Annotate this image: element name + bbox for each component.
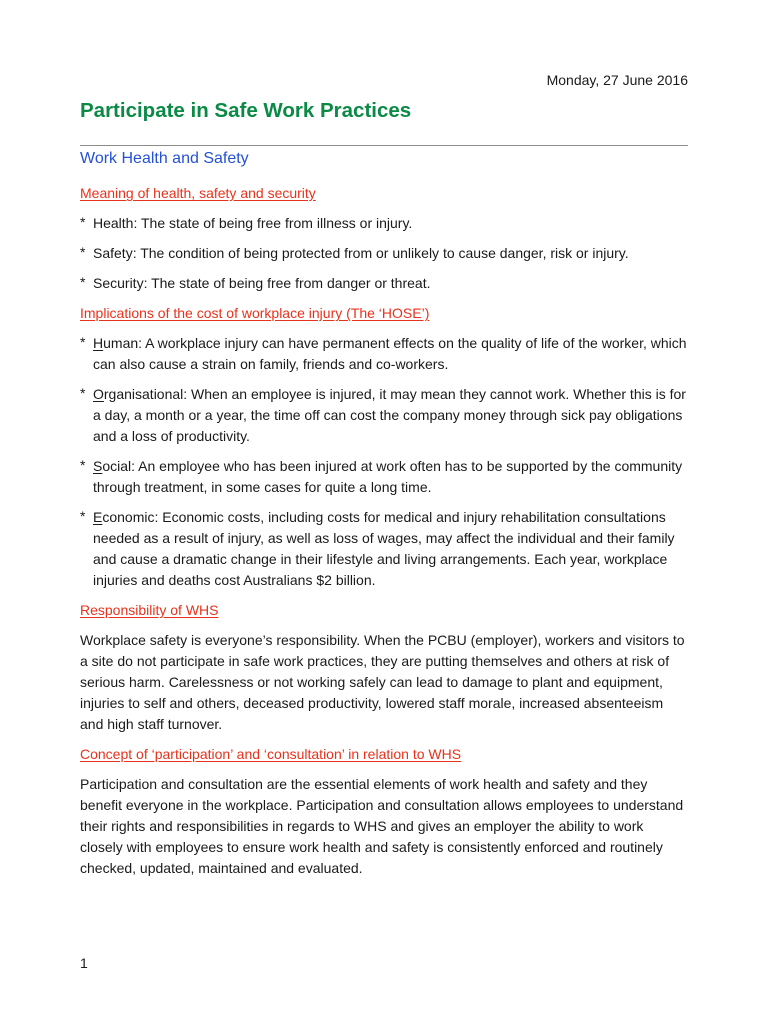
list-item: * Health: The state of being free from illness or injury. (80, 213, 688, 234)
hose-initial: O (93, 386, 104, 402)
page-number: 1 (80, 955, 88, 971)
document-title: Participate in Safe Work Practices (80, 99, 412, 122)
hose-initial: H (93, 335, 104, 351)
list-item (80, 384, 688, 447)
list-item (80, 456, 688, 498)
hose-text: rganisational: When an employee is injured, it may mean they cannot work. Whether this is for a day, a month or a year, the time off can cost the company money through sick pay obligations and a loss of productivity. (93, 386, 686, 444)
list-item: * Security: The state of being free from danger or threat. (80, 273, 688, 294)
title-divider (80, 145, 688, 146)
subheading-meaning: Meaning of health, safety and security (80, 185, 316, 201)
meaning-list (80, 213, 688, 294)
document-content (80, 183, 688, 888)
responsibility-paragraph: Workplace safety is everyone’s responsibility. When the PCBU (employer), workers and visitors to a site do not participate in safe work practices, they are putting themselves and others at risk of serious harm. Carelessness or not working safely can lead to damage to plant and equipment, injuries to self and others, deceased productivity, lowered staff morale, increased absenteeism and high staff turnover. (80, 632, 685, 732)
hose-text: uman: A workplace injury can have permanent effects on the quality of life of the worker, which can also cause a strain on family, friends and co-workers. (93, 335, 687, 372)
section-title: Work Health and Safety (80, 150, 249, 167)
list-item: * Safety: The condition of being protected from or unlikely to cause danger, risk or injury. (80, 243, 688, 264)
subheading-hose: Implications of the cost of workplace injury (The ‘HOSE’) (80, 305, 430, 321)
subheading-consultation: Concept of ‘participation’ and ‘consultation’ in relation to WHS (80, 746, 462, 762)
hose-text: ocial: An employee who has been injured at work often has to be supported by the community through treatment, in some cases for quite a long time. (93, 458, 683, 495)
consultation-paragraph: Participation and consultation are the essential elements of work health and safety and they benefit everyone in the workplace. Participation and consultation allows employees to understand their rights and responsibilities in regards to WHS and gives an employer the ability to work closely with employees to ensure work health and safety is consistently enforced and routinely checked, updated, maintained and evaluated. (80, 776, 684, 876)
hose-text: conomic: Economic costs, including costs for medical and injury rehabilitation consultations needed as a result of injury, as well as loss of wages, may affect the individual and their family and cause a dramatic change in their lifestyle and living arrangements. Each year, workplace injuries and deaths cost Australians $2 billion. (93, 509, 675, 588)
subheading-responsibility: Responsibility of WHS (80, 602, 219, 618)
hose-initial: E (93, 509, 103, 525)
document-page (80, 0, 688, 1024)
document-date: Monday, 27 June 2016 (546, 72, 688, 88)
hose-list (80, 333, 688, 591)
list-item (80, 507, 688, 591)
list-item (80, 333, 688, 375)
hose-initial: S (93, 458, 103, 474)
